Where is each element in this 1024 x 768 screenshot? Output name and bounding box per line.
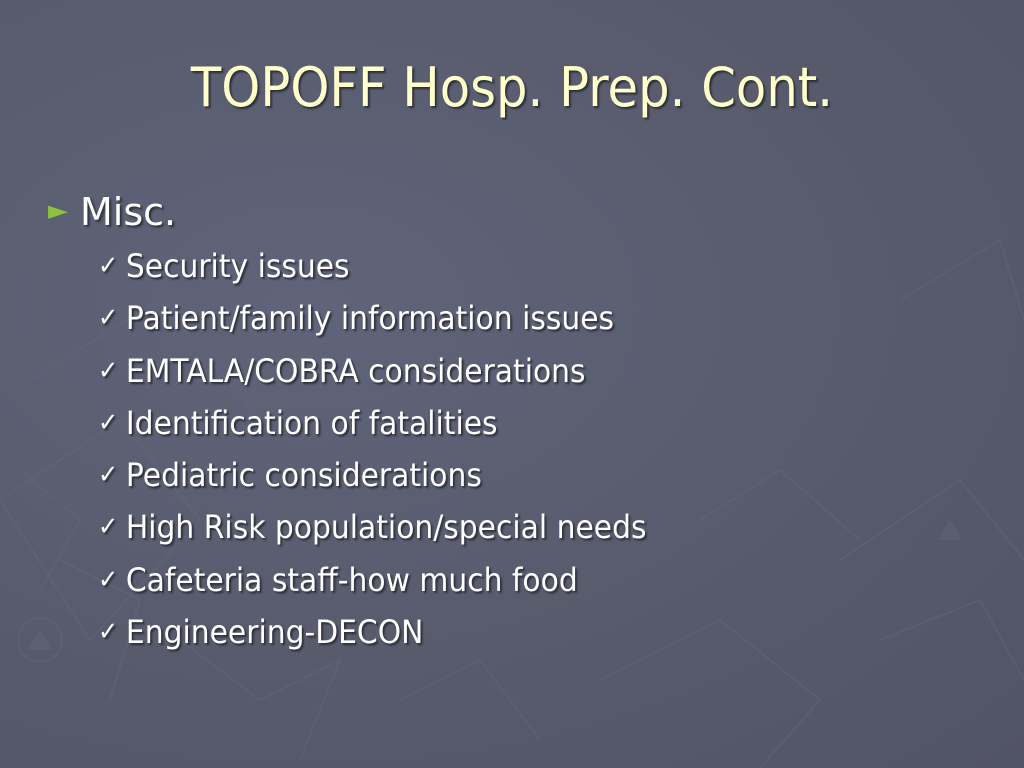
checkmark-icon: ✓ (98, 355, 119, 386)
checkmark-icon: ✓ (98, 303, 119, 334)
list-item (98, 606, 646, 658)
list-item-text: High Risk population/special needs (125, 508, 647, 547)
list-item-text: Engineering-DECON (125, 613, 424, 652)
list-item (98, 397, 646, 449)
list-item-text: EMTALA/COBRA considerations (125, 351, 586, 390)
list-item (98, 501, 646, 553)
heading-bullet (48, 186, 176, 237)
checkmark-icon: ✓ (98, 617, 119, 648)
checkmark-icon: ✓ (98, 564, 119, 595)
list-item-text: Identification of fatalities (125, 403, 498, 442)
checkmark-icon: ✓ (98, 460, 119, 491)
list-item-text: Patient/family information issues (125, 299, 615, 338)
checklist (98, 240, 688, 658)
checkmark-icon: ✓ (98, 407, 119, 438)
triangle-right-icon: ► (48, 196, 68, 226)
list-item-text: Pediatric considerations (125, 456, 482, 495)
list-item-text: Security issues (125, 247, 350, 285)
slide-title: TOPOFF Hosp. Prep. Cont. (190, 56, 834, 119)
checkmark-icon: ✓ (98, 512, 119, 543)
heading-text: Misc. (80, 190, 177, 234)
checkmark-icon: ✓ (98, 251, 119, 281)
list-item (98, 554, 646, 606)
list-item-text: Cafeteria staff-how much food (125, 560, 578, 599)
list-item (98, 240, 646, 292)
list-item (98, 345, 646, 397)
list-item (98, 449, 646, 501)
list-item (98, 292, 646, 344)
